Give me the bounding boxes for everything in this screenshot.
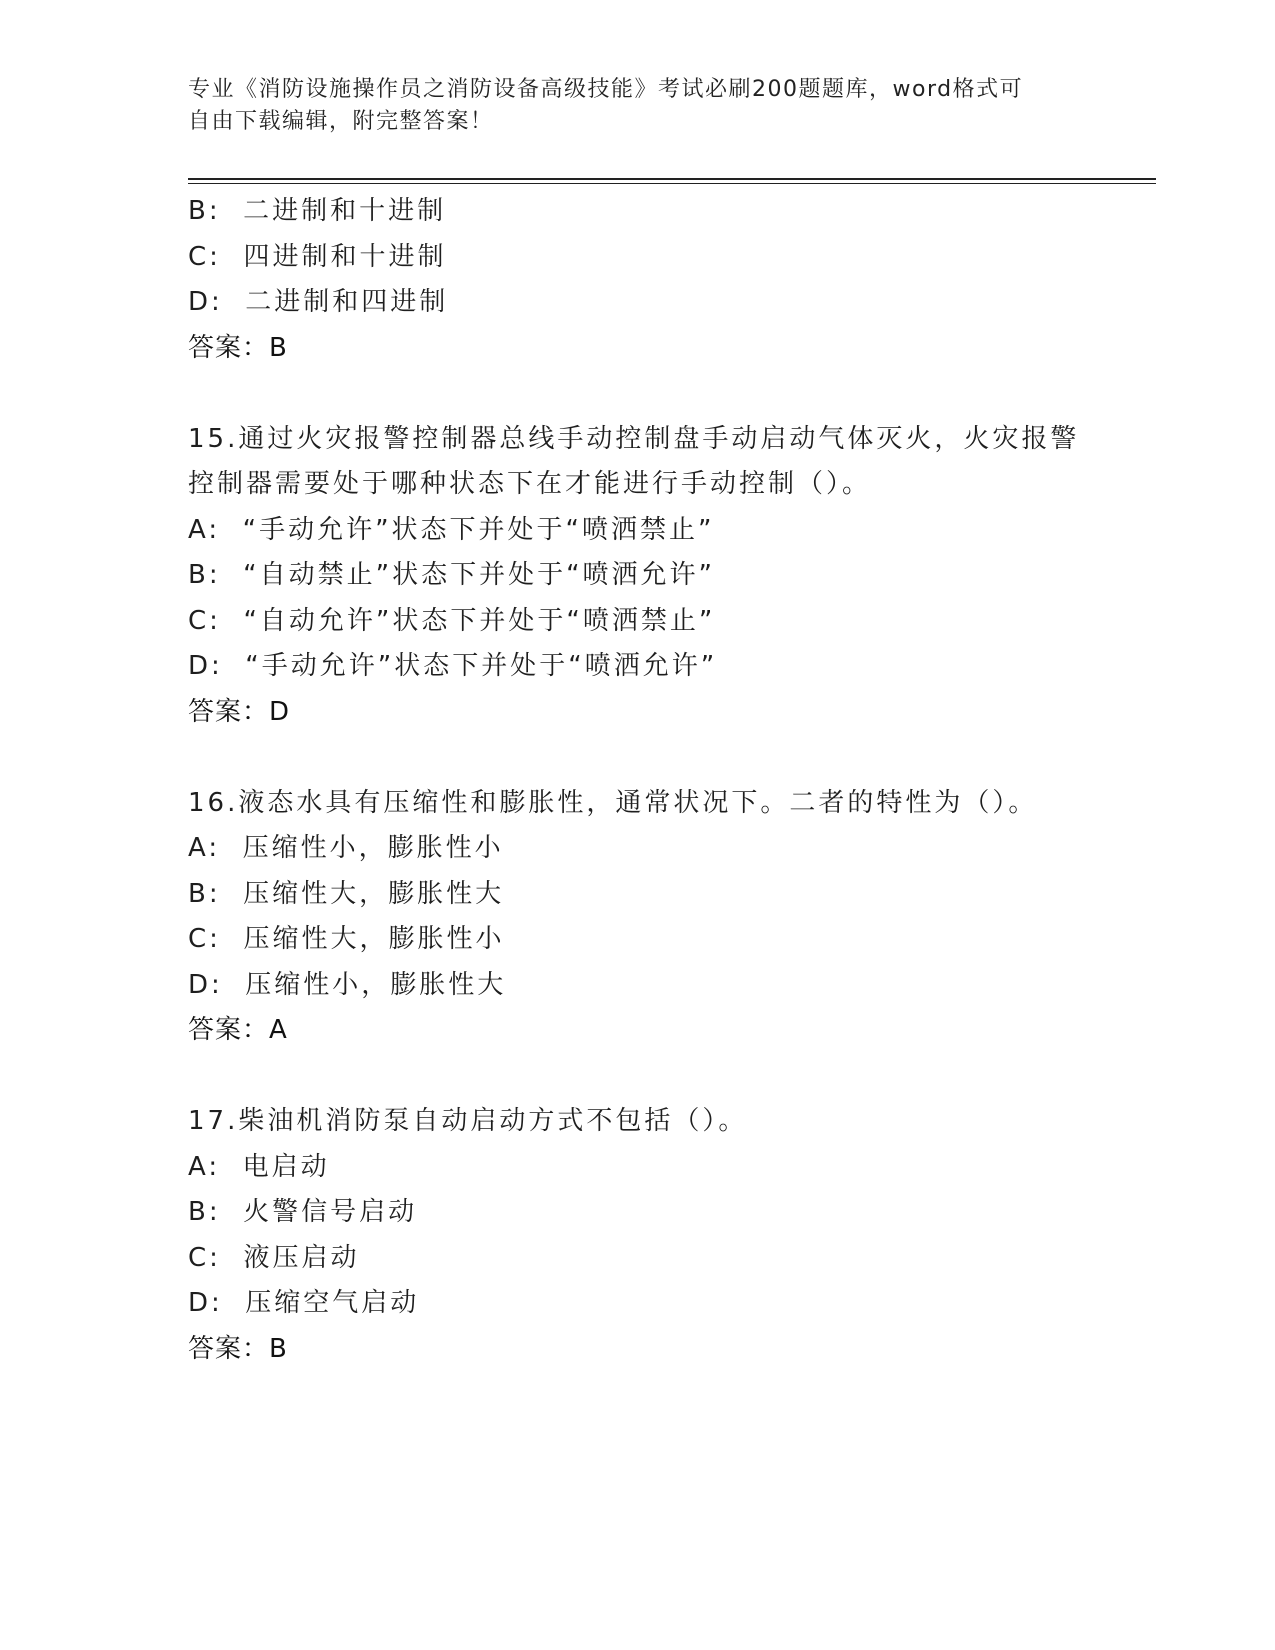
question-15	[188, 417, 1108, 736]
spacer	[188, 735, 1108, 781]
question-list	[188, 189, 1108, 1372]
answer-line: 答案：A	[188, 1015, 288, 1045]
option-a: A: 电启动	[188, 1151, 330, 1182]
option-b: B: 二进制和十进制	[188, 196, 447, 226]
option-d: D: 二进制和四进制	[188, 287, 449, 317]
option-a: A: “手动允许”状态下并处于“喷洒禁止”	[188, 514, 715, 545]
spacer	[188, 371, 1108, 417]
option-b: B: 压缩性大，膨胀性大	[188, 878, 505, 909]
question-14	[188, 189, 1108, 371]
option-b: B: “自动禁止”状态下并处于“喷洒允许”	[188, 560, 716, 590]
option-d: D: 压缩性小，膨胀性大	[188, 969, 507, 1000]
option-c: C: 压缩性大，膨胀性小	[188, 924, 505, 954]
option-c: C: 四进制和十进制	[188, 241, 447, 272]
question-stem: 17.柴油机消防泵自动启动方式不包括（）。	[188, 1106, 748, 1136]
header-divider-thin	[188, 183, 1156, 184]
option-d: D: 压缩空气启动	[188, 1288, 420, 1318]
header-title-line-1: 专业《消防设施操作员之消防设备高级技能》考试必刷200题题库，word格式可	[188, 77, 1024, 102]
question-stem-line-2: 控制器需要处于哪种状态下在才能进行手动控制（）。	[188, 469, 872, 499]
option-c: C: 液压启动	[188, 1242, 360, 1273]
question-16	[188, 781, 1108, 1054]
answer-line: 答案：B	[188, 332, 288, 363]
option-b: B: 火警信号启动	[188, 1197, 418, 1227]
answer-line: 答案：B	[188, 1333, 288, 1364]
document-header	[188, 74, 1088, 138]
header-divider-thick	[188, 178, 1156, 180]
spacer	[188, 1054, 1108, 1100]
question-17	[188, 1099, 1108, 1372]
question-stem-line-1: 15.通过火灾报警控制器总线手动控制盘手动启动气体灭火，火灾报警	[188, 423, 1080, 454]
option-a: A: 压缩性小，膨胀性小	[188, 833, 504, 863]
question-stem: 16.液态水具有压缩性和膨胀性，通常状况下。二者的特性为（）。	[188, 787, 1038, 818]
answer-line: 答案：D	[188, 696, 291, 727]
option-c: C: “自动允许”状态下并处于“喷洒禁止”	[188, 605, 716, 636]
option-d: D: “手动允许”状态下并处于“喷洒允许”	[188, 651, 718, 681]
header-title-line-2: 自由下载编辑，附完整答案！	[188, 109, 494, 134]
